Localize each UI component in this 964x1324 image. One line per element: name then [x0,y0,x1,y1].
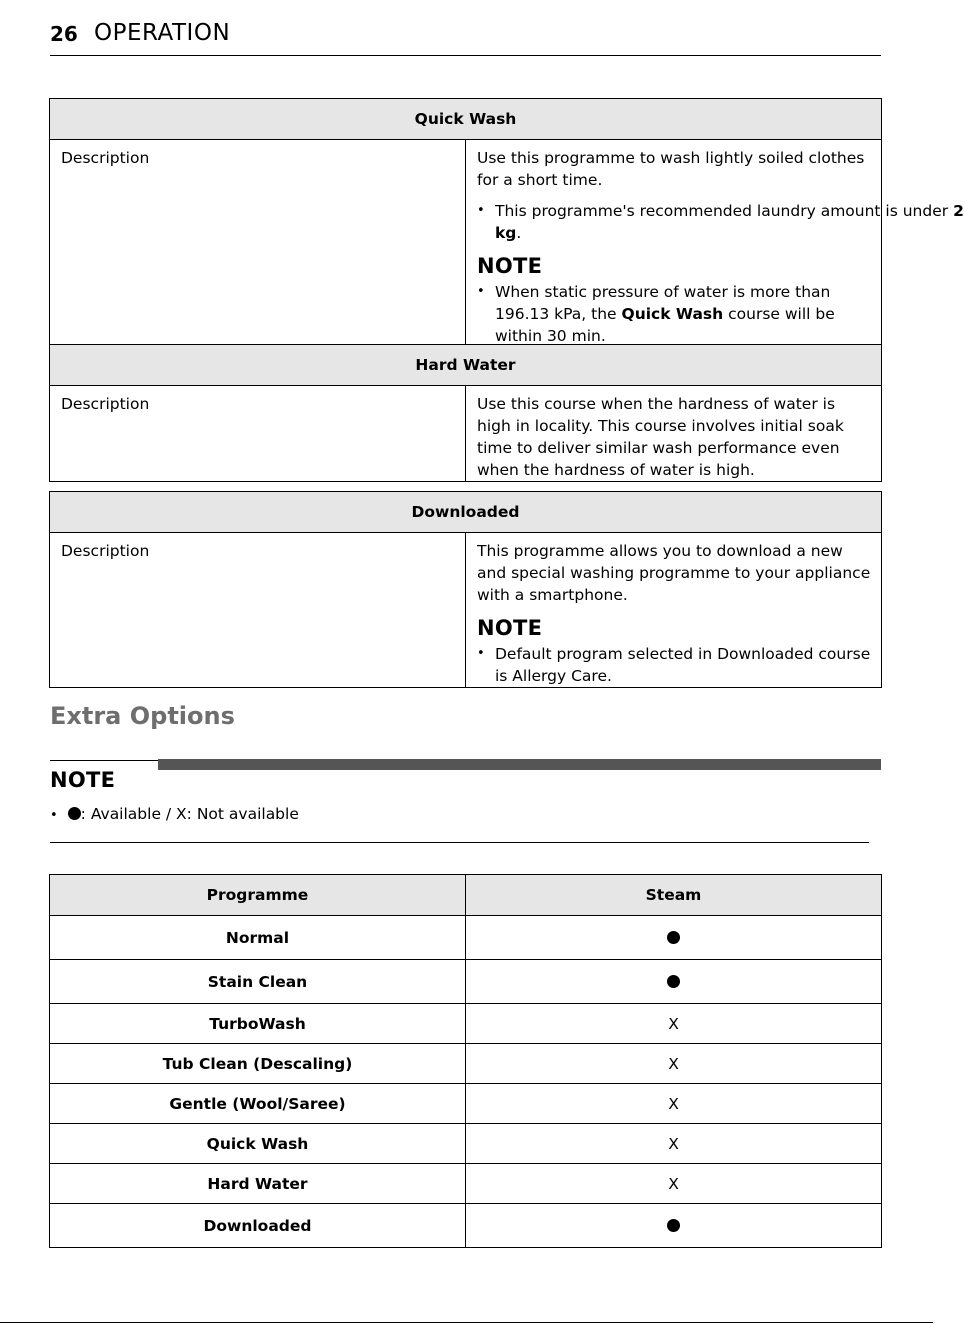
programme-name: Stain Clean [50,960,466,1004]
downloaded-title: Downloaded [50,492,882,533]
capacity-bullet: • This programme's recommended laundry amount is under 2 kg. [477,200,871,244]
steam-availability: X [466,1004,882,1044]
programme-name: Normal [50,916,466,960]
note-heading: NOTE [50,768,116,792]
table-row [50,1084,882,1124]
table-row [50,1164,882,1204]
available-dot-icon [667,1219,680,1232]
table-row [50,916,882,960]
programme-name: Tub Clean (Descaling) [50,1044,466,1084]
steam-column-header: Steam [466,875,882,916]
note-bullet: • When static pressure of water is more than 196.13 kPa, the Quick Wash course will be within 30 min. [477,281,871,347]
quick-wash-description [466,140,964,348]
steam-availability: X [466,1084,882,1124]
note-bullet: • Default program selected in Downloaded course is Allergy Care. [477,643,871,687]
steam-availability [466,916,882,960]
page-header [50,20,881,56]
programme-name: Hard Water [50,1164,466,1204]
hard-water-title: Hard Water [50,345,882,386]
note-divider [50,842,869,843]
quick-wash-title: Quick Wash [50,99,882,140]
description-label: Description [50,140,466,348]
steam-availability: X [466,1044,882,1084]
downloaded-description [466,533,882,688]
hard-water-table [49,344,882,482]
note-heading: NOTE [477,616,543,640]
description-text: Use this programme to wash lightly soiled clothes for a short time. [477,149,865,189]
description-text: This programme allows you to download a new and special washing programme to your appliance with a smartphone. [477,542,871,604]
available-dot-icon [667,975,680,988]
programme-name: TurboWash [50,1004,466,1044]
programme-name: Gentle (Wool/Saree) [50,1084,466,1124]
table-row [50,1124,882,1164]
steam-availability [466,1204,882,1248]
programme-column-header: Programme [50,875,466,916]
table-row [50,1004,882,1044]
extra-options-table [49,874,882,1248]
note-bar [158,759,881,770]
description-label: Description [50,386,466,482]
page-number: 26 [50,22,78,46]
available-dot-icon [68,807,81,820]
steam-availability: X [466,1124,882,1164]
hard-water-description: Use this course when the hardness of water is high in locality. This course involves initial soak time to deliver similar wash performance even when the hardness of water is high. [466,386,882,482]
note-rule [50,760,158,761]
legend-text: : Available / X: Not available [80,805,299,823]
note-heading: NOTE [477,254,543,278]
description-label: Description [50,533,466,688]
section-title: OPERATION [94,20,231,46]
quick-wash-table [49,98,964,348]
table-row [50,1044,882,1084]
steam-availability [466,960,882,1004]
table-row [50,1204,882,1248]
available-dot-icon [667,931,680,944]
footer-rule [0,1322,933,1323]
legend-note: • : Available / X: Not available [50,805,299,823]
steam-availability: X [466,1164,882,1204]
programme-name: Quick Wash [50,1124,466,1164]
downloaded-table [49,491,882,688]
programme-name: Downloaded [50,1204,466,1248]
extra-options-title: Extra Options [50,702,235,730]
table-row [50,960,882,1004]
